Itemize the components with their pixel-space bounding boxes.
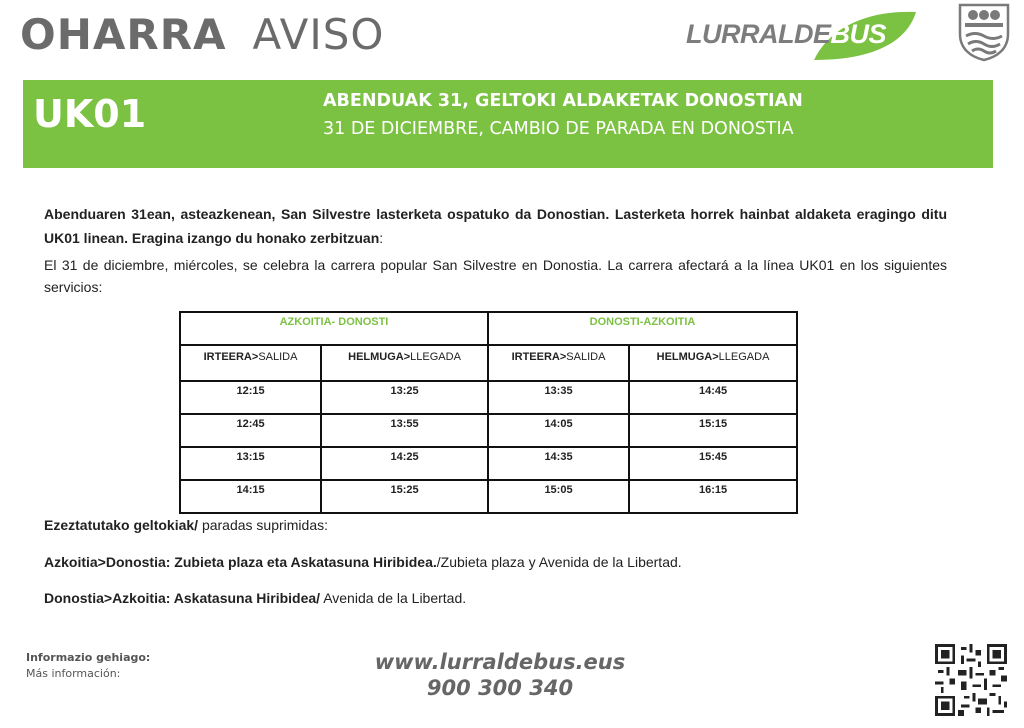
table-row: [180, 447, 797, 480]
time-cell: 12:15: [180, 381, 321, 414]
direction-header-row: [180, 312, 797, 345]
phone-number: 900 300 340: [426, 676, 574, 700]
intro-basque-colon: :: [379, 230, 384, 246]
more-info-basque: Informazio gehiago:: [26, 651, 151, 664]
time-cell: 15:15: [629, 414, 797, 447]
time-cell: 15:25: [321, 480, 488, 513]
gipuzkoa-shield-icon: [957, 2, 1011, 62]
line-code: UK01: [33, 92, 147, 136]
schedule-table: [179, 311, 798, 514]
time-cell: 14:45: [629, 381, 797, 414]
time-cell: 13:35: [488, 381, 629, 414]
logo-text-lurralde: LURRALDE: [686, 19, 831, 49]
time-cell: 14:25: [321, 447, 488, 480]
intro-spanish: El 31 de diciembre, miércoles, se celebra la carrera popular San Silvestre en Donostia. La carrera afectará a la línea UK01 en los siguientes servicios:: [44, 257, 947, 295]
suppressed-stops-route1: Azkoitia>Donostia: Zubieta plaza eta Askatasuna Hiribidea./Zubieta plaza y Avenida de la Libertad.: [44, 554, 682, 570]
col-header-arrival: HELMUGA>LLEGADA: [629, 345, 797, 381]
logo-wordmark: [686, 19, 886, 50]
banner-heading-eu: ABENDUAK 31, GELTOKI ALDAKETAK DONOSTIAN: [323, 91, 803, 111]
notice-title: [20, 10, 384, 59]
lurraldebus-logo: [686, 8, 926, 68]
website-link[interactable]: www.lurraldebus.eus: [374, 650, 626, 674]
time-cell: 14:35: [488, 447, 629, 480]
intro-basque: [44, 202, 947, 250]
time-cell: 14:05: [488, 414, 629, 447]
notice-title-eu: OHARRA: [20, 10, 227, 59]
qr-code-icon[interactable]: [935, 644, 1007, 716]
table-row: [180, 381, 797, 414]
time-cell: 15:45: [629, 447, 797, 480]
time-cell: 15:05: [488, 480, 629, 513]
suppressed-stops-route2: Donostia>Azkoitia: Askatasuna Hiribidea/ Avenida de la Libertad.: [44, 590, 467, 606]
col-header-departure: IRTEERA>SALIDA: [180, 345, 321, 381]
table-row: [180, 480, 797, 513]
intro-basque-text: Abenduaren 31ean, asteazkenean, San Silvestre lasterketa ospatuko da Donostian. Lasterketa horrek hainbat aldaketa eragingo ditu UK01 linean. Eragina izango du honako zerbitzuan: [44, 206, 947, 246]
time-cell: 14:15: [180, 480, 321, 513]
col-header-arrival: HELMUGA>LLEGADA: [321, 345, 488, 381]
title-banner: [23, 80, 993, 168]
suppressed-stops-heading: Ezeztatutako geltokiak/ paradas suprimidas:: [44, 517, 328, 533]
direction-donosti-azkoitia: DONOSTI-AZKOITIA: [488, 312, 797, 345]
logo-text-bus: BUS: [830, 19, 887, 49]
banner-heading-es: 31 DE DICIEMBRE, CAMBIO DE PARADA EN DONOSTIA: [323, 119, 794, 139]
more-info-spanish: Más información:: [26, 667, 121, 680]
time-cell: 13:15: [180, 447, 321, 480]
direction-azkoitia-donosti: AZKOITIA- DONOSTI: [180, 312, 488, 345]
time-cell: 13:25: [321, 381, 488, 414]
table-row: [180, 414, 797, 447]
time-cell: 12:45: [180, 414, 321, 447]
column-header-row: [180, 345, 797, 381]
col-header-departure: IRTEERA>SALIDA: [488, 345, 629, 381]
notice-title-es: AVISO: [252, 10, 385, 59]
time-cell: 16:15: [629, 480, 797, 513]
time-cell: 13:55: [321, 414, 488, 447]
